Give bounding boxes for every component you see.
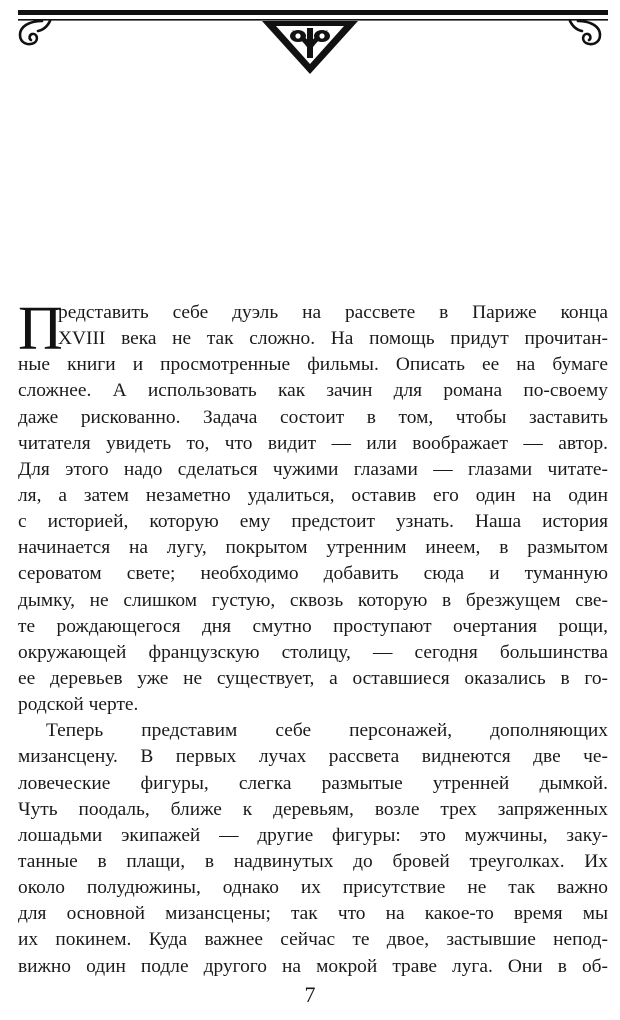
text-line: дымку, не слишком густую, сквозь которую в брезжущем све- (18, 589, 608, 611)
text-line: около полудюжины, однако их присутствие не так важно (18, 877, 608, 899)
text-line: те рождающегося дня смутно проступают очертания рощи, (18, 615, 608, 637)
text-line: сложнее. А использовать как зачин для романа по-своему (18, 380, 608, 402)
drop-cap: П (18, 295, 63, 363)
text-line: мизансцену. В первых лучах рассвета виднеются две че- (18, 746, 608, 768)
text-line: лошадьми экипажей — другие фигуры: это мужчины, заку- (18, 824, 608, 846)
text-line: ловеческие фигуры, слегка размытые утренней дымкой. (18, 772, 608, 794)
body-text (18, 295, 608, 980)
text-line: читателя увидеть то, что видит — или воображает — автор. (18, 432, 608, 454)
text-line: XVIII века не так сложно. На помощь придут прочитан- (58, 328, 608, 350)
text-line: начинается на лугу, покрытом утренним инеем, в размытом (18, 537, 608, 559)
text-line: родской черте. (18, 694, 139, 716)
text-line: вижно один подле другого на мокрой траве луга. Они в об- (18, 955, 608, 977)
header-ornament-icon (0, 0, 620, 80)
text-line: их покинем. Куда важнее сейчас те двое, застывшие непод- (18, 929, 608, 951)
text-line: сероватом свете; необходимо добавить сюда и туманную (18, 563, 608, 585)
text-line: редставить себе дуэль на рассвете в Париже конца (58, 302, 608, 323)
text-line: окружающей французскую столицу, — сегодня большинства (18, 641, 608, 663)
text-line: Чуть поодаль, ближе к деревьям, возле трех запряженных (18, 798, 608, 820)
text-line: танные в плащи, в надвинутых до бровей треуголках. Их (18, 850, 608, 872)
text-line: ля, а затем незаметно удалиться, оставив его один на один (18, 484, 608, 506)
text-line: с историей, которую ему предстоит узнать. Наша история (18, 511, 608, 533)
text-line: даже рискованно. Задача состоит в том, чтобы заставить (18, 406, 608, 428)
text-line: Теперь представим себе персонажей, дополняющих (46, 720, 608, 742)
text-line: Для этого надо сделаться чужими глазами — глазами читате- (18, 458, 608, 480)
text-line: для основной мизансцены; так что на какое-то время мы (18, 903, 608, 925)
text-line: ные книги и просмотренные фильмы. Описать ее на бумаге (18, 354, 608, 376)
text-line: ее деревьев уже не существует, а оставшиеся оказались в го- (18, 667, 608, 689)
page-number: 7 (304, 982, 316, 1007)
